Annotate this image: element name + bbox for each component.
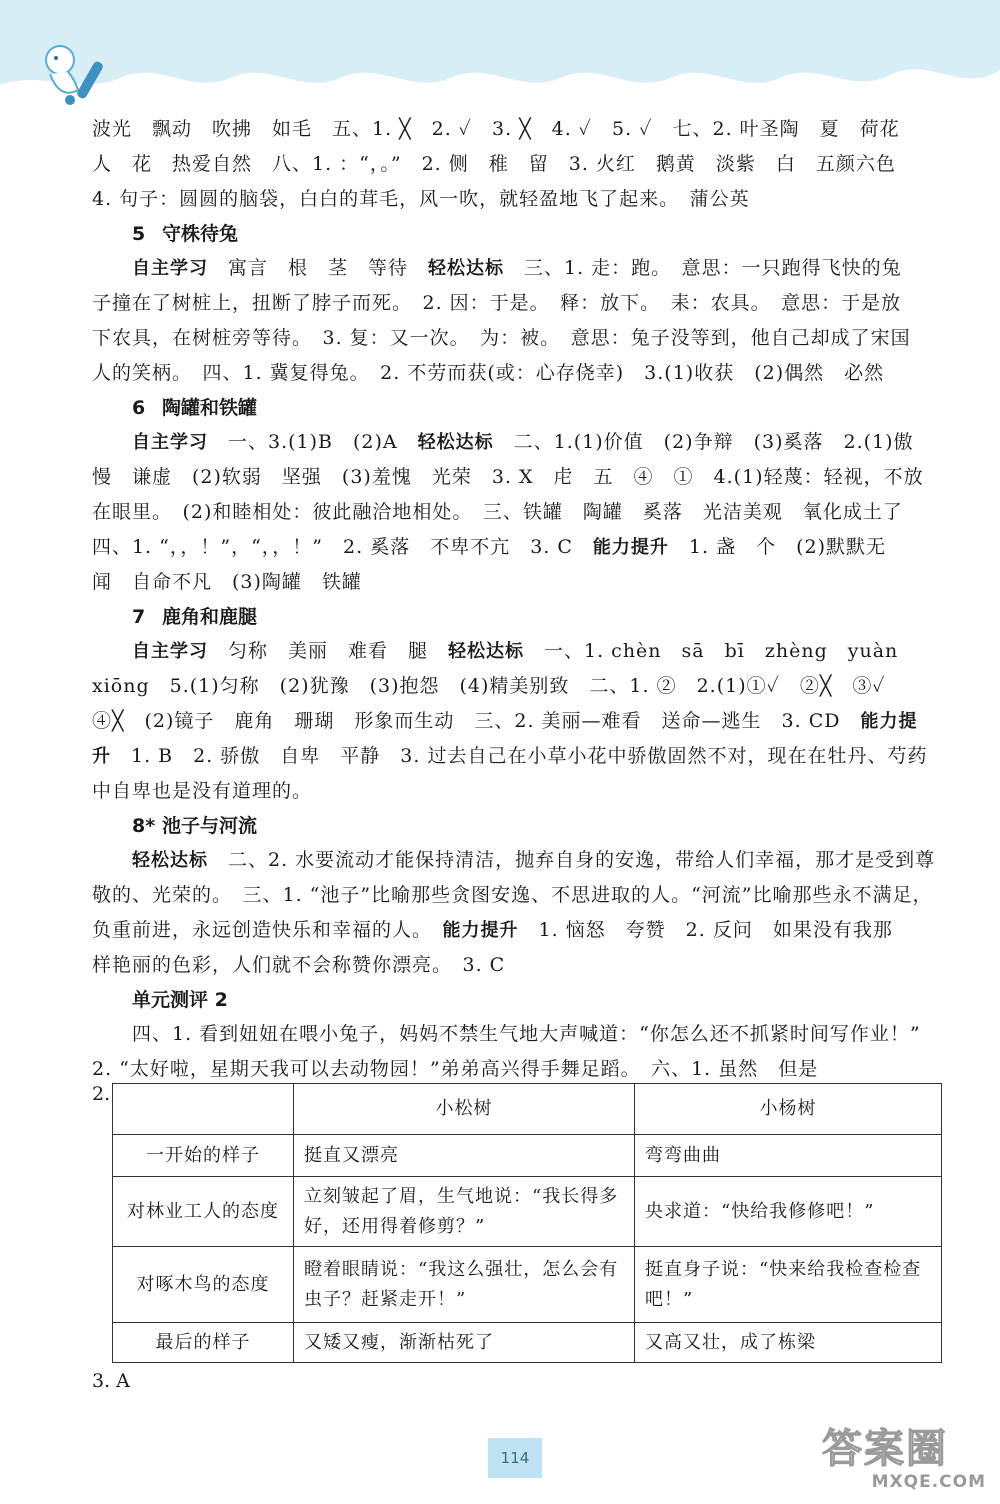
page-number: 114 (488, 1438, 542, 1478)
answer-3: 3. A (92, 1370, 130, 1392)
unit-test-heading (92, 983, 942, 1017)
table-cell: 弯弯曲曲 (635, 1135, 942, 1177)
mascot-illustration (30, 30, 120, 110)
table-cell: 又矮又瘦，渐渐枯死了 (294, 1323, 635, 1363)
label-qingsong: 轻松达标 (448, 641, 525, 662)
label-nengli-cont: 升 (92, 746, 111, 767)
table-row-label: 最后的样子 (113, 1323, 294, 1363)
text-span: 一、1. chèn sā bī zhèng yuàn (524, 640, 899, 662)
table-cell: 央求道：“快给我修修吧！” (635, 1177, 942, 1247)
table-header-cell: 小松树 (294, 1084, 635, 1135)
text-line: 样艳丽的色彩，人们就不会称赞你漂亮。 3. C (92, 954, 506, 976)
text-span: 四、1. “，，！”，“，，！” 2. 奚落 不卑不亢 3. C (92, 536, 593, 558)
comparison-table (112, 1083, 942, 1363)
table-row (113, 1177, 942, 1247)
text-line (92, 530, 942, 565)
section-heading-8 (92, 809, 942, 843)
table-row-label: 对啄木鸟的态度 (113, 1247, 294, 1323)
text-line: 四、1. 看到妞妞在喂小兔子，妈妈不禁生气地大声喊道：“你怎么还不抓紧时间写作业！” (132, 1023, 921, 1045)
text-line: 2. “太好啦，星期天我可以去动物园！”弟弟高兴得手舞足蹈。 六、1. 虽然 但是 (92, 1058, 819, 1080)
section-number: 5 (132, 223, 146, 245)
label-qingsong: 轻松达标 (417, 432, 494, 453)
text-line (92, 251, 942, 286)
answer-content (92, 112, 942, 1087)
section-title: 陶罐和铁罐 (162, 397, 258, 419)
text-span: 一、3.(1)B (2)A (208, 431, 418, 453)
section-number: 7 (132, 606, 146, 628)
text-line (92, 739, 942, 774)
top-wave-decoration (0, 0, 1000, 110)
text-span: 二、1.(1)价值 (2)争辩 (3)奚落 2.(1)傲 (493, 431, 914, 453)
text-line: 闻 自命不凡 (3)陶罐 铁罐 (92, 571, 362, 593)
text-span: ④╳ (2)镜子 鹿角 珊瑚 形象而生动 三、2. 美丽—难看 送命—逃生 3. CD (92, 710, 861, 732)
text-line: 人的笑柄。 四、1. 冀复得兔。 2. 不劳而获(或：心存侥幸) 3.(1)收获 (2)偶然 必然 (92, 362, 885, 384)
section-title: 守株待兔 (162, 223, 239, 245)
section-heading-6 (92, 391, 942, 425)
text-line: 下农具，在树桩旁等待。 3. 复：又一次。 为：被。 意思：兔子没等到，他自己却成了宋国 (92, 327, 911, 349)
text-span: 负重前进，永远创造快乐和幸福的人。 (92, 919, 443, 941)
label-zizhu: 自主学习 (132, 641, 208, 662)
text-line (92, 843, 942, 878)
text-line: 在眼里。 (2)和睦相处：彼此融洽地相处。 三、铁罐 陶罐 奚落 光洁美观 氧化成土了 (92, 501, 903, 523)
section-heading-5 (92, 217, 942, 251)
table-cell: 挺直又漂亮 (294, 1135, 635, 1177)
text-line: 波光 飘动 吹拂 如毛 五、1. ╳ 2. ✓ 3. ╳ 4. ✓ 5. ✓ 七、2. 叶圣陶 夏 荷花 (92, 118, 900, 140)
section-heading-7 (92, 600, 942, 634)
text-line: 4. 句子：圆圆的脑袋，白白的茸毛，风一吹，就轻盈地飞了起来。 蒲公英 (92, 188, 750, 210)
section-title: 鹿角和鹿腿 (162, 606, 258, 628)
text-span: 1. B 2. 骄傲 自卑 平静 3. 过去自己在小草小花中骄傲固然不对，现在在牡丹、芍药 (111, 745, 928, 767)
text-span: 三、1. 走：跑。 意思：一只跑得飞快的兔 (504, 257, 902, 279)
text-span: 1. 盏 个 (2)默默无 (668, 536, 886, 558)
table-row (113, 1247, 942, 1323)
text-line: 中自卑也是没有道理的。 (92, 780, 313, 802)
table-cell: 挺直身子说：“快来给我检查检查吧！” (635, 1247, 942, 1323)
label-zizhu: 自主学习 (132, 432, 208, 453)
section-title: 单元测评 2 (132, 989, 228, 1011)
watermark-url: MXQE.COM (871, 1472, 986, 1492)
watermark-text: 答案圈 (822, 1426, 948, 1472)
section-title: 池子与河流 (162, 815, 258, 837)
text-line: 敬的、光荣的。 三、1. “池子”比喻那些贪图安逸、不思进取的人。“河流”比喻那些永不满足， (92, 884, 933, 906)
table-cell: 瞪着眼睛说：“我这么强壮，怎么会有虫子？赶紧走开！” (294, 1247, 635, 1323)
label-qingsong: 轻松达标 (132, 850, 208, 871)
table-row (113, 1135, 942, 1177)
text-line: 子撞在了树桩上，扭断了脖子而死。 2. 因：于是。 释：放下。 耒：农具。 意思：于是放 (92, 292, 902, 314)
label-nengli: 能力提升 (442, 920, 519, 941)
text-line (92, 913, 942, 948)
watermark-logo (822, 1426, 992, 1498)
table-row-label: 一开始的样子 (113, 1135, 294, 1177)
text-line: xiōng 5.(1)匀称 (2)犹豫 (3)抱怨 (4)精美别致 二、1. ② 2.(1)①✓ ②╳ ③✓ (92, 675, 886, 697)
text-line (92, 634, 942, 669)
text-line (92, 704, 942, 739)
text-line: 慢 谦虚 (2)软弱 坚强 (3)羞愧 光荣 3. X 虍 五 ④ ① 4.(1)轻蔑：轻视，不放 (92, 466, 924, 488)
section-number: 6 (132, 397, 146, 419)
label-nengli: 能力提升 (592, 537, 669, 558)
table-header-cell: 小杨树 (635, 1084, 942, 1135)
question-number: 2. (92, 1083, 111, 1105)
text-span: 二、2. 水要流动才能保持清洁，抛弃自身的安逸，带给人们幸福，那才是受到尊 (208, 849, 936, 871)
table-row (113, 1323, 942, 1363)
label-qingsong: 轻松达标 (428, 258, 505, 279)
label-zizhu: 自主学习 (132, 258, 208, 279)
text-span: 寓言 根 茎 等待 (208, 257, 429, 279)
text-span: 1. 恼怒 夸赞 2. 反问 如果没有我那 (518, 919, 893, 941)
text-span: 匀称 美丽 难看 腿 (208, 640, 449, 662)
text-line: 人 花 热爱自然 八、1. ：“，。” 2. 侧 稚 留 3. 火红 鹅黄 淡紫 白 五颜六色 (92, 153, 896, 175)
table-cell: 立刻皱起了眉，生气地说：“我长得多好，还用得着修剪？” (294, 1177, 635, 1247)
table-header-cell (113, 1084, 294, 1135)
table-row-label: 对林业工人的态度 (113, 1177, 294, 1247)
text-line (92, 425, 942, 460)
section-number: 8* (132, 815, 156, 837)
table-cell: 又高又壮，成了栋梁 (635, 1323, 942, 1363)
label-nengli: 能力提 (860, 711, 918, 732)
table-header-row (113, 1084, 942, 1135)
